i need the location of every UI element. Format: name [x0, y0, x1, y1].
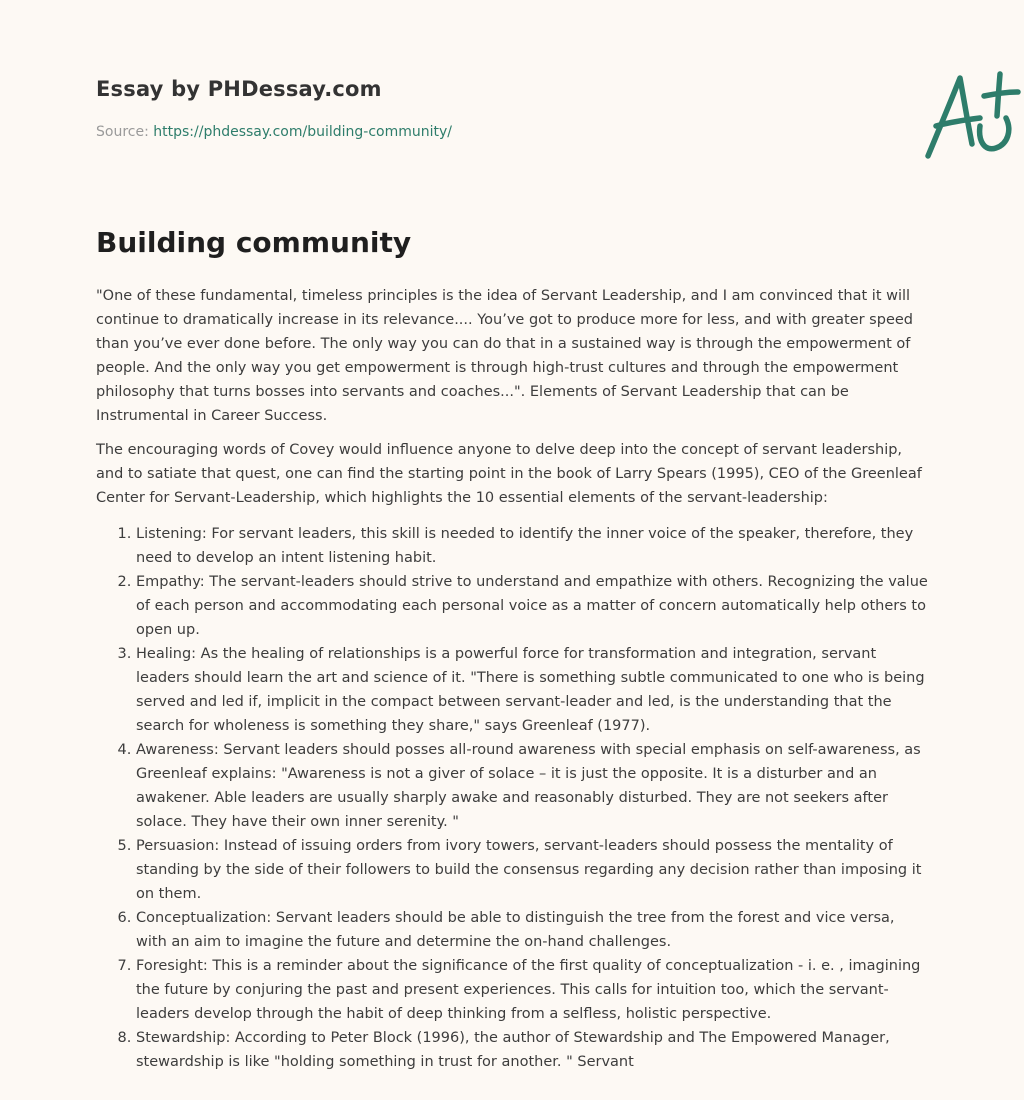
list-item: 6. Conceptualization: Servant leaders should be able to distinguish the tree from the forest and vice versa, with an aim to imagine the future and determine the on-hand challenges. — [136, 906, 928, 954]
paragraph: "One of these fundamental, timeless principles is the idea of Servant Leadership, and I am convinced that it will continue to dramatically increase in its relevance.... You’ve got to produce more for less, and with greater speed than you’ve ever done before. The only way you can do that in a sustained way is through the empowerment of people. And the only way you get empowerment is through high-trust cultures and through the empowerment philosophy that turns bosses into servants and coaches...". Elements of Servant Leadership that can be Instrumental in Career Success. — [96, 288, 913, 424]
list-item: 5. Persuasion: Instead of issuing orders from ivory towers, servant-leaders should possess the mentality of standing by the side of their followers to build the consensus regarding any decision rather than imposing it on them. — [136, 834, 928, 906]
essay-body — [96, 284, 928, 1074]
list-item: 3. Healing: As the healing of relationships is a powerful force for transformation and integration, servant leaders should learn the art and science of it. "There is something subtle communicated to one who is being served and led if, implicit in the compact between servant-leader and led, is the understanding that the search for wholeness is something they share," says Greenleaf (1977). — [136, 642, 928, 738]
site-title: Essay by PHDessay.com — [96, 77, 382, 101]
list-item: 4. Awareness: Servant leaders should posses all-round awareness with special emphasis on self-awareness, as Greenleaf explains: "Awareness is not a giver of solace – it is just the opposite. It is a disturber and an awakener. Able leaders are usually sharply awake and reasonably disturbed. They are not seekers after solace. They have their own inner serenity. " — [136, 738, 928, 834]
list-item: 7. Foresight: This is a reminder about the significance of the first quality of conceptualization - i. e. , imagining the future by conjuring the past and present experiences. This calls for intuition too, which the servant-leaders develop through the habit of deep thinking from a selfless, holistic perspective. — [136, 954, 928, 1026]
list-item: 8. Stewardship: According to Peter Block (1996), the author of Stewardship and The Empowered Manager, stewardship is like "holding something in trust for another. " Servant — [136, 1026, 928, 1074]
list-item: 1. Listening: For servant leaders, this skill is needed to identify the inner voice of the speaker, therefore, they need to develop an intent listening habit. — [136, 522, 928, 570]
list-item: 2. Empathy: The servant-leaders should strive to understand and empathize with others. Recognizing the value of each person and accommodating each personal voice as a matter of concern automatically help others to open up. — [136, 570, 928, 642]
a-plus-grade-icon — [920, 68, 1024, 164]
source-link[interactable]: https://phdessay.com/building-community/ — [153, 124, 453, 140]
essay-title: Building community — [96, 226, 412, 259]
source-label: Source: — [96, 124, 149, 140]
elements-list — [96, 522, 928, 1074]
source-line — [96, 124, 452, 140]
paragraph: The encouraging words of Covey would influence anyone to delve deep into the concept of servant leadership, and to satiate that quest, one can find the starting point in the book of Larry Spears (1995), CEO of the Greenleaf Center for Servant-Leadership, which highlights the 10 essential elements of the servant-leadership: — [96, 442, 922, 506]
